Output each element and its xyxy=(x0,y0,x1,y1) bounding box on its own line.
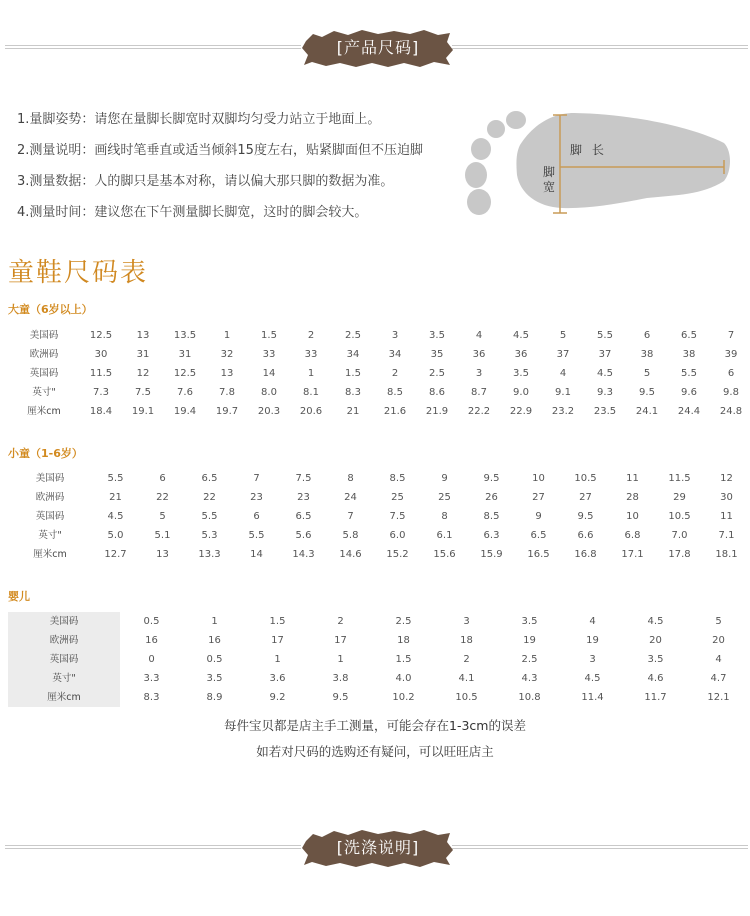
size-cell: 6 xyxy=(159,473,166,484)
size-cell: 6 xyxy=(253,511,260,522)
size-cell: 5.1 xyxy=(154,530,171,541)
section-title-toddlers: 小童（1-6岁） xyxy=(8,447,83,460)
size-cell: 27 xyxy=(532,492,545,503)
size-cell: 2 xyxy=(337,616,344,627)
size-cell: 5.5 xyxy=(681,368,697,379)
size-cell: 8.3 xyxy=(345,387,361,398)
foot-length-label: 脚 长 xyxy=(570,143,607,157)
table-row xyxy=(8,669,750,688)
size-cell: 11.5 xyxy=(89,368,113,379)
size-cell: 19 xyxy=(586,635,599,646)
size-cell: 2.5 xyxy=(429,368,445,379)
size-cell: 18 xyxy=(397,635,410,646)
size-cell: 20 xyxy=(712,635,725,646)
size-cell: 6.5 xyxy=(530,530,547,541)
size-cell: 9.5 xyxy=(577,511,594,522)
size-cell: 12.7 xyxy=(104,549,127,560)
size-cell: 24.8 xyxy=(719,406,743,417)
size-cell: 21 xyxy=(109,492,122,503)
size-cell: 1 xyxy=(223,330,231,341)
table-row xyxy=(8,383,750,402)
size-cell: 31 xyxy=(136,349,150,360)
row-label: 美国码 xyxy=(35,473,65,484)
size-cell: 5.6 xyxy=(295,530,312,541)
size-cell: 31 xyxy=(178,349,192,360)
size-cell: 7 xyxy=(347,511,354,522)
size-cell: 5.5 xyxy=(248,530,265,541)
size-cell: 32 xyxy=(220,349,234,360)
size-cell: 19.7 xyxy=(215,406,239,417)
size-cell: 36 xyxy=(472,349,486,360)
size-cell: 2 xyxy=(391,368,399,379)
row-label: 英国码 xyxy=(29,368,59,379)
size-cell: 8.5 xyxy=(387,387,403,398)
size-cell: 30 xyxy=(720,492,733,503)
row-label: 英寸" xyxy=(32,387,56,398)
size-cell: 10.2 xyxy=(392,692,415,703)
size-cell: 14 xyxy=(262,368,276,379)
size-cell: 3.5 xyxy=(521,616,538,627)
size-cell: 16 xyxy=(208,635,221,646)
size-cell: 9.8 xyxy=(723,387,739,398)
guide-step: 3.测量数据：人的脚只是基本对称，请以偏大那只脚的数据为准。 xyxy=(17,174,394,189)
size-cell: 9 xyxy=(441,473,448,484)
size-cell: 2.5 xyxy=(395,616,412,627)
size-cell: 6.1 xyxy=(436,530,453,541)
size-cell: 15.9 xyxy=(480,549,503,560)
size-cell: 38 xyxy=(682,349,696,360)
table-row xyxy=(8,631,750,650)
size-cell: 4.5 xyxy=(647,616,664,627)
size-cell: 8 xyxy=(441,511,448,522)
size-cell: 23.5 xyxy=(593,406,617,417)
table-row xyxy=(8,545,750,564)
size-chart-title: 童鞋尺码表 xyxy=(8,258,149,288)
size-cell: 27 xyxy=(579,492,592,503)
divider-left xyxy=(5,45,301,49)
size-cell: 3.5 xyxy=(429,330,445,341)
size-cell: 4 xyxy=(559,368,567,379)
size-cell: 7.3 xyxy=(93,387,109,398)
table-row xyxy=(8,488,750,507)
footer-banner-title: [洗涤说明] xyxy=(336,838,420,857)
table-row xyxy=(8,364,750,383)
size-cell: 6.5 xyxy=(295,511,312,522)
row-label: 欧洲码 xyxy=(35,492,65,503)
size-cell: 15.6 xyxy=(433,549,456,560)
size-cell: 22 xyxy=(156,492,169,503)
size-cell: 0 xyxy=(148,654,155,665)
size-cell: 7.5 xyxy=(389,511,406,522)
size-cell: 9.6 xyxy=(681,387,697,398)
row-label: 英寸" xyxy=(38,530,62,541)
size-cell: 10 xyxy=(626,511,639,522)
size-cell: 5 xyxy=(159,511,166,522)
size-cell: 9.2 xyxy=(269,692,286,703)
size-cell: 24 xyxy=(344,492,357,503)
size-cell: 4.3 xyxy=(521,673,538,684)
divider-right xyxy=(452,45,748,49)
size-table-infants xyxy=(8,612,750,707)
row-label: 厘米cm xyxy=(8,688,120,707)
size-cell: 30 xyxy=(94,349,108,360)
size-cell: 6 xyxy=(643,330,651,341)
table-body xyxy=(8,326,750,421)
size-cell: 16.5 xyxy=(527,549,550,560)
size-cell: 13.3 xyxy=(198,549,221,560)
size-cell: 5.3 xyxy=(201,530,218,541)
size-cell: 3.5 xyxy=(513,368,529,379)
size-cell: 3.5 xyxy=(206,673,223,684)
size-cell: 24.4 xyxy=(677,406,701,417)
size-cell: 18 xyxy=(460,635,473,646)
size-cell: 8.0 xyxy=(261,387,277,398)
size-cell: 1.5 xyxy=(261,330,277,341)
size-cell: 34 xyxy=(388,349,402,360)
table-row xyxy=(8,507,750,526)
size-cell: 7.8 xyxy=(219,387,235,398)
table-row xyxy=(8,469,750,488)
foot-illustration xyxy=(462,105,734,221)
size-cell: 6.3 xyxy=(483,530,500,541)
size-cell: 10 xyxy=(532,473,545,484)
size-cell: 25 xyxy=(391,492,404,503)
size-cell: 28 xyxy=(626,492,639,503)
size-cell: 4.5 xyxy=(597,368,613,379)
size-cell: 3 xyxy=(391,330,399,341)
size-cell: 38 xyxy=(640,349,654,360)
size-cell: 19 xyxy=(523,635,536,646)
row-label: 美国码 xyxy=(8,612,120,631)
table-row xyxy=(8,345,750,364)
size-cell: 1 xyxy=(274,654,281,665)
size-cell: 8.7 xyxy=(471,387,487,398)
size-cell: 7 xyxy=(727,330,735,341)
size-cell: 19.4 xyxy=(173,406,197,417)
guide-step: 2.测量说明：画线时笔垂直或适当倾斜15度左右，贴紧脚面但不压迫脚 xyxy=(17,143,423,158)
size-cell: 14.6 xyxy=(339,549,362,560)
size-cell: 17 xyxy=(334,635,347,646)
table-body xyxy=(8,612,750,707)
size-cell: 6.0 xyxy=(389,530,406,541)
measurement-note: 每件宝贝都是店主手工测量，可能会存在1-3cm的误差 xyxy=(224,718,526,733)
size-cell: 15.2 xyxy=(386,549,409,560)
size-cell: 12 xyxy=(136,368,150,379)
size-cell: 4.5 xyxy=(513,330,529,341)
size-cell: 24.1 xyxy=(635,406,659,417)
contact-note: 如若对尺码的选购还有疑问，可以旺旺店主 xyxy=(256,744,494,759)
size-cell: 9.3 xyxy=(597,387,613,398)
size-cell: 3 xyxy=(475,368,483,379)
size-cell: 1.5 xyxy=(345,368,361,379)
table-row xyxy=(8,526,750,545)
size-cell: 26 xyxy=(485,492,498,503)
table-row xyxy=(8,612,750,631)
size-cell: 3 xyxy=(589,654,596,665)
size-cell: 5.0 xyxy=(107,530,124,541)
size-cell: 3 xyxy=(463,616,470,627)
size-cell: 4.1 xyxy=(458,673,475,684)
size-cell: 3.8 xyxy=(332,673,349,684)
size-cell: 8.5 xyxy=(389,473,406,484)
size-cell: 3.6 xyxy=(269,673,286,684)
table-row xyxy=(8,650,750,669)
size-cell: 1 xyxy=(211,616,218,627)
row-label: 欧洲码 xyxy=(8,631,120,650)
size-cell: 6 xyxy=(727,368,735,379)
size-cell: 37 xyxy=(556,349,570,360)
header-banner xyxy=(0,28,750,68)
size-cell: 5.5 xyxy=(201,511,218,522)
size-cell: 10.5 xyxy=(455,692,478,703)
size-cell: 8.6 xyxy=(429,387,445,398)
size-cell: 23 xyxy=(250,492,263,503)
size-cell: 3.5 xyxy=(647,654,664,665)
size-cell: 3.3 xyxy=(143,673,160,684)
size-cell: 13 xyxy=(136,330,150,341)
divider-right xyxy=(452,845,748,849)
foot-diagram xyxy=(462,105,734,225)
row-label: 欧洲码 xyxy=(29,349,59,360)
size-cell: 5 xyxy=(643,368,651,379)
size-cell: 39 xyxy=(724,349,738,360)
size-cell: 33 xyxy=(304,349,318,360)
row-label: 厘米cm xyxy=(33,549,67,560)
size-cell: 12.5 xyxy=(173,368,197,379)
size-cell: 10.8 xyxy=(518,692,541,703)
size-cell: 9.0 xyxy=(513,387,529,398)
table-row xyxy=(8,402,750,421)
size-cell: 4.7 xyxy=(710,673,727,684)
size-cell: 23.2 xyxy=(551,406,575,417)
header-banner-title: [产品尺码] xyxy=(336,38,420,57)
size-cell: 5 xyxy=(559,330,567,341)
size-cell: 8.9 xyxy=(206,692,223,703)
size-cell: 18.4 xyxy=(89,406,113,417)
size-cell: 21.6 xyxy=(383,406,407,417)
size-cell: 34 xyxy=(346,349,360,360)
size-cell: 6.5 xyxy=(201,473,218,484)
table-body xyxy=(8,469,750,564)
size-cell: 5.5 xyxy=(597,330,613,341)
size-cell: 17 xyxy=(271,635,284,646)
footer-banner xyxy=(0,828,750,868)
size-cell: 12.5 xyxy=(89,330,113,341)
size-table-toddlers xyxy=(8,469,750,564)
size-cell: 5.5 xyxy=(107,473,124,484)
size-cell: 7.1 xyxy=(718,530,735,541)
size-cell: 4.6 xyxy=(647,673,664,684)
size-cell: 2 xyxy=(463,654,470,665)
size-cell: 4.0 xyxy=(395,673,412,684)
size-cell: 9.5 xyxy=(483,473,500,484)
size-cell: 35 xyxy=(430,349,444,360)
size-cell: 2.5 xyxy=(521,654,538,665)
size-cell: 1 xyxy=(337,654,344,665)
size-cell: 37 xyxy=(598,349,612,360)
size-cell: 14.3 xyxy=(292,549,315,560)
size-cell: 9.1 xyxy=(555,387,571,398)
size-cell: 33 xyxy=(262,349,276,360)
size-cell: 11.4 xyxy=(581,692,604,703)
size-cell: 13 xyxy=(156,549,169,560)
size-cell: 17.1 xyxy=(621,549,644,560)
size-cell: 4 xyxy=(475,330,483,341)
size-cell: 0.5 xyxy=(143,616,160,627)
size-cell: 1.5 xyxy=(269,616,286,627)
size-cell: 5.8 xyxy=(342,530,359,541)
size-cell: 8.5 xyxy=(483,511,500,522)
size-cell: 13.5 xyxy=(173,330,197,341)
size-table-big-kids xyxy=(8,326,750,421)
size-cell: 23 xyxy=(297,492,310,503)
size-cell: 21 xyxy=(346,406,360,417)
row-label: 英国码 xyxy=(35,511,65,522)
size-cell: 4.5 xyxy=(107,511,124,522)
size-cell: 8 xyxy=(347,473,354,484)
size-cell: 8.1 xyxy=(303,387,319,398)
divider-left xyxy=(5,845,301,849)
size-cell: 1 xyxy=(307,368,315,379)
size-cell: 7.0 xyxy=(671,530,688,541)
size-cell: 22.9 xyxy=(509,406,533,417)
size-cell: 22.2 xyxy=(467,406,491,417)
size-cell: 16.8 xyxy=(574,549,597,560)
size-cell: 8.3 xyxy=(143,692,160,703)
row-label: 美国码 xyxy=(29,330,59,341)
size-cell: 9.5 xyxy=(639,387,655,398)
size-cell: 29 xyxy=(673,492,686,503)
size-cell: 0.5 xyxy=(206,654,223,665)
row-label: 厘米cm xyxy=(27,406,61,417)
size-cell: 4.5 xyxy=(584,673,601,684)
size-cell: 17.8 xyxy=(668,549,691,560)
size-cell: 6.8 xyxy=(624,530,641,541)
size-cell: 6.5 xyxy=(681,330,697,341)
size-cell: 16 xyxy=(145,635,158,646)
size-cell: 22 xyxy=(203,492,216,503)
table-row xyxy=(8,688,750,707)
size-cell: 9 xyxy=(535,511,542,522)
size-cell: 25 xyxy=(438,492,451,503)
size-cell: 18.1 xyxy=(715,549,738,560)
size-cell: 11 xyxy=(720,511,733,522)
size-cell: 11.5 xyxy=(668,473,691,484)
size-cell: 19.1 xyxy=(131,406,155,417)
size-cell: 10.5 xyxy=(668,511,691,522)
size-cell: 36 xyxy=(514,349,528,360)
size-cell: 13 xyxy=(220,368,234,379)
size-cell: 21.9 xyxy=(425,406,449,417)
size-cell: 5 xyxy=(715,616,722,627)
row-label: 英寸" xyxy=(8,669,120,688)
size-cell: 12.1 xyxy=(707,692,730,703)
guide-step: 4.测量时间：建议您在下午测量脚长脚宽，这时的脚会较大。 xyxy=(17,205,368,220)
size-cell: 6.6 xyxy=(577,530,594,541)
size-cell: 2 xyxy=(307,330,315,341)
section-title-infants: 婴儿 xyxy=(8,590,30,603)
size-cell: 7.5 xyxy=(295,473,312,484)
size-cell: 1.5 xyxy=(395,654,412,665)
size-cell: 10.5 xyxy=(574,473,597,484)
size-cell: 2.5 xyxy=(345,330,361,341)
row-label: 英国码 xyxy=(8,650,120,669)
size-cell: 7.6 xyxy=(177,387,193,398)
size-cell: 20.3 xyxy=(257,406,281,417)
size-cell: 20 xyxy=(649,635,662,646)
table-row xyxy=(8,326,750,345)
size-cell: 12 xyxy=(720,473,733,484)
section-title-big-kids: 大童（6岁以上） xyxy=(8,303,93,316)
size-cell: 4 xyxy=(589,616,596,627)
size-cell: 4 xyxy=(715,654,722,665)
foot-width-label: 脚宽 xyxy=(542,165,555,194)
size-cell: 14 xyxy=(250,549,263,560)
size-cell: 20.6 xyxy=(299,406,323,417)
measuring-guide xyxy=(17,104,423,228)
size-cell: 7.5 xyxy=(135,387,151,398)
size-cell: 9.5 xyxy=(332,692,349,703)
size-cell: 7 xyxy=(253,473,260,484)
guide-step: 1.量脚姿势：请您在量脚长脚宽时双脚均匀受力站立于地面上。 xyxy=(17,112,381,127)
size-cell: 11 xyxy=(626,473,639,484)
size-cell: 11.7 xyxy=(644,692,667,703)
